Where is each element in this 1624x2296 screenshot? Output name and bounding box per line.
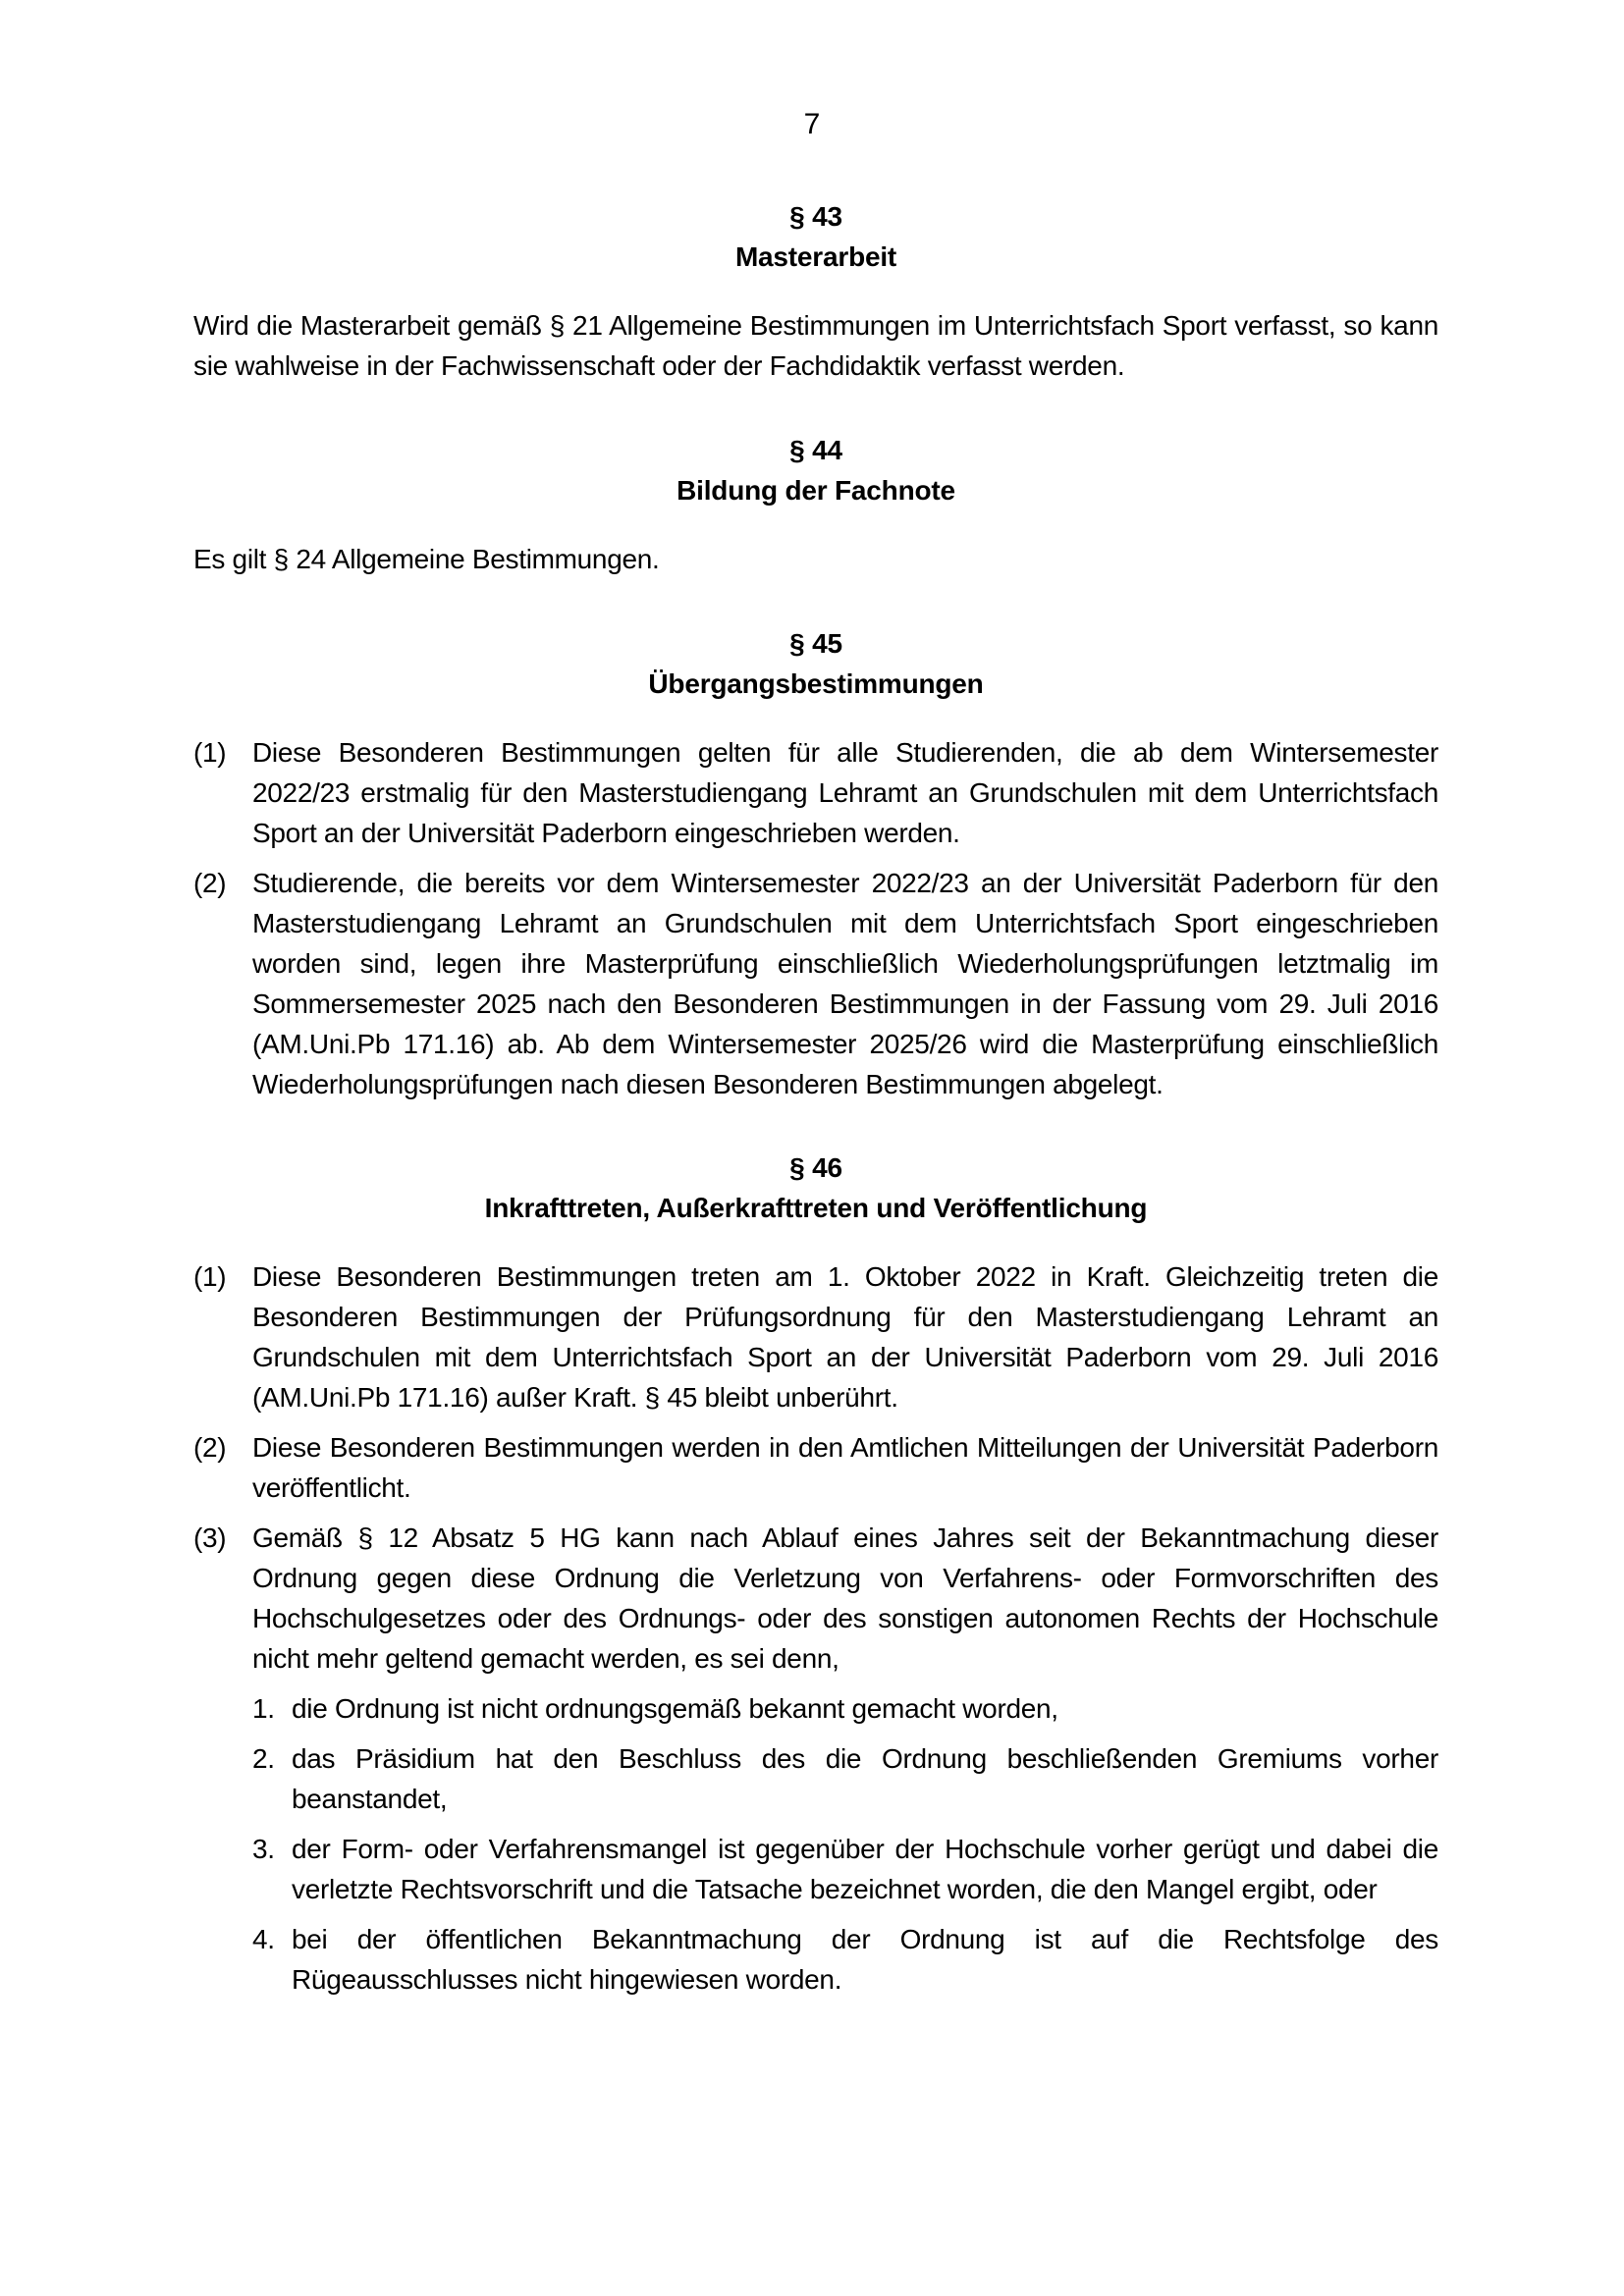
list-marker: (2) [193,1432,227,1463]
list-item [193,1427,1438,1508]
sub-list-marker: 3. [252,1834,275,1864]
numbered-list [193,732,1438,1104]
sub-list-item [252,1829,1438,1909]
section-title: Inkrafttreten, Außerkrafttreten und Veröffentlichung [484,1193,1148,1223]
list-item-text: Diese Besonderen Bestimmungen gelten für alle Studierenden, die ab dem Wintersemester 2022/23 erstmalig für den Masterstudiengang Lehramt an Grundschulen mit dem Unterrichtsfach Sport an der Universität Paderborn eingeschrieben werden. [252,737,1438,848]
list-item-text: Studierende, die bereits vor dem Wintersemester 2022/23 an der Universität Paderborn für den Masterstudiengang Lehramt an Grundschulen mit dem Unterrichtsfach Sport eingeschrieben worden sind, legen ihre Masterprüfung einschließlich Wiederholungsprüfungen letztmalig im Sommersemester 2025 nach den Besonderen Bestimmungen in der Fassung vom 29. Juli 2016 (AM.Uni.Pb 171.16) ab. Ab dem Wintersemester 2025/26 wird die Masterprüfung einschließlich Wiederholungsprüfungen nach diesen Besonderen Bestimmungen abgelegt. [252,868,1438,1099]
section-number: § 43 [789,201,842,232]
sub-list-marker: 1. [252,1693,275,1724]
sub-list-item [252,1738,1438,1819]
sub-list-marker: 4. [252,1924,275,1954]
section-paragraph: Wird die Masterarbeit gemäß § 21 Allgemeine Bestimmungen im Unterrichtsfach Sport verfasst, so kann sie wahlweise in der Fachwissenschaft oder der Fachdidaktik verfasst werden. [193,310,1438,381]
list-item-text: Diese Besonderen Bestimmungen treten am 1. Oktober 2022 in Kraft. Gleichzeitig treten die Besonderen Bestimmungen der Prüfungsordnung für den Masterstudiengang Lehramt an Grundschulen mit dem Unterrichtsfach Sport an der Universität Paderborn vom 29. Juli 2016 (AM.Uni.Pb 171.16) außer Kraft. § 45 bleibt unberührt. [252,1261,1438,1413]
list-item [193,732,1438,853]
list-item-text: Gemäß § 12 Absatz 5 HG kann nach Ablauf eines Jahres seit der Bekanntmachung dieser Ordnung gegen diese Ordnung die Verletzung von Verfahrens- oder Formvorschriften des Hochschulgesetzes oder des Ordnungs- oder des sonstigen autonomen Rechts der Hochschule nicht mehr geltend gemacht werden, es sei denn, [252,1522,1438,1674]
sub-list-item [252,1688,1438,1729]
section-title: Übergangsbestimmungen [648,668,984,699]
section-number: § 44 [789,435,842,465]
section-paragraph: Es gilt § 24 Allgemeine Bestimmungen. [193,544,660,574]
section-number: § 45 [789,628,842,659]
document-body [193,196,1438,2009]
section-heading-46 [193,1148,1438,1228]
section-number: § 46 [789,1152,842,1183]
sub-list-item-text: bei der öffentlichen Bekanntmachung der Ordnung ist auf die Rechtsfolge des Rügeausschlusses nicht hingewiesen worden. [292,1924,1438,1995]
sub-list-marker: 2. [252,1743,275,1774]
list-marker: (1) [193,1261,227,1292]
sub-list [252,1688,1438,2000]
list-item [193,863,1438,1104]
page-number: 7 [803,108,821,140]
list-item [193,1518,1438,2000]
sub-list-item-text: das Präsidium hat den Beschluss des die Ordnung beschließenden Gremiums vorher beanstandet, [292,1743,1438,1814]
section-title: Masterarbeit [734,241,897,272]
list-marker: (2) [193,868,227,898]
list-item [193,1256,1438,1417]
numbered-list [193,1256,1438,2000]
list-marker: (3) [193,1522,227,1553]
section-heading-44 [193,430,1438,510]
sub-list-item-text: die Ordnung ist nicht ordnungsgemäß bekannt gemacht worden, [292,1693,1058,1724]
sub-list-item-text: der Form- oder Verfahrensmangel ist gegenüber der Hochschule vorher gerügt und dabei die verletzte Rechtsvorschrift und die Tatsache bezeichnet worden, die den Mangel ergibt, oder [292,1834,1438,1904]
sub-list-item [252,1919,1438,2000]
list-marker: (1) [193,737,227,768]
section-title: Bildung der Fachnote [677,475,955,506]
section-heading-43 [193,196,1438,277]
section-heading-45 [193,623,1438,704]
list-item-text: Diese Besonderen Bestimmungen werden in den Amtlichen Mitteilungen der Universität Paderborn veröffentlicht. [252,1432,1438,1503]
